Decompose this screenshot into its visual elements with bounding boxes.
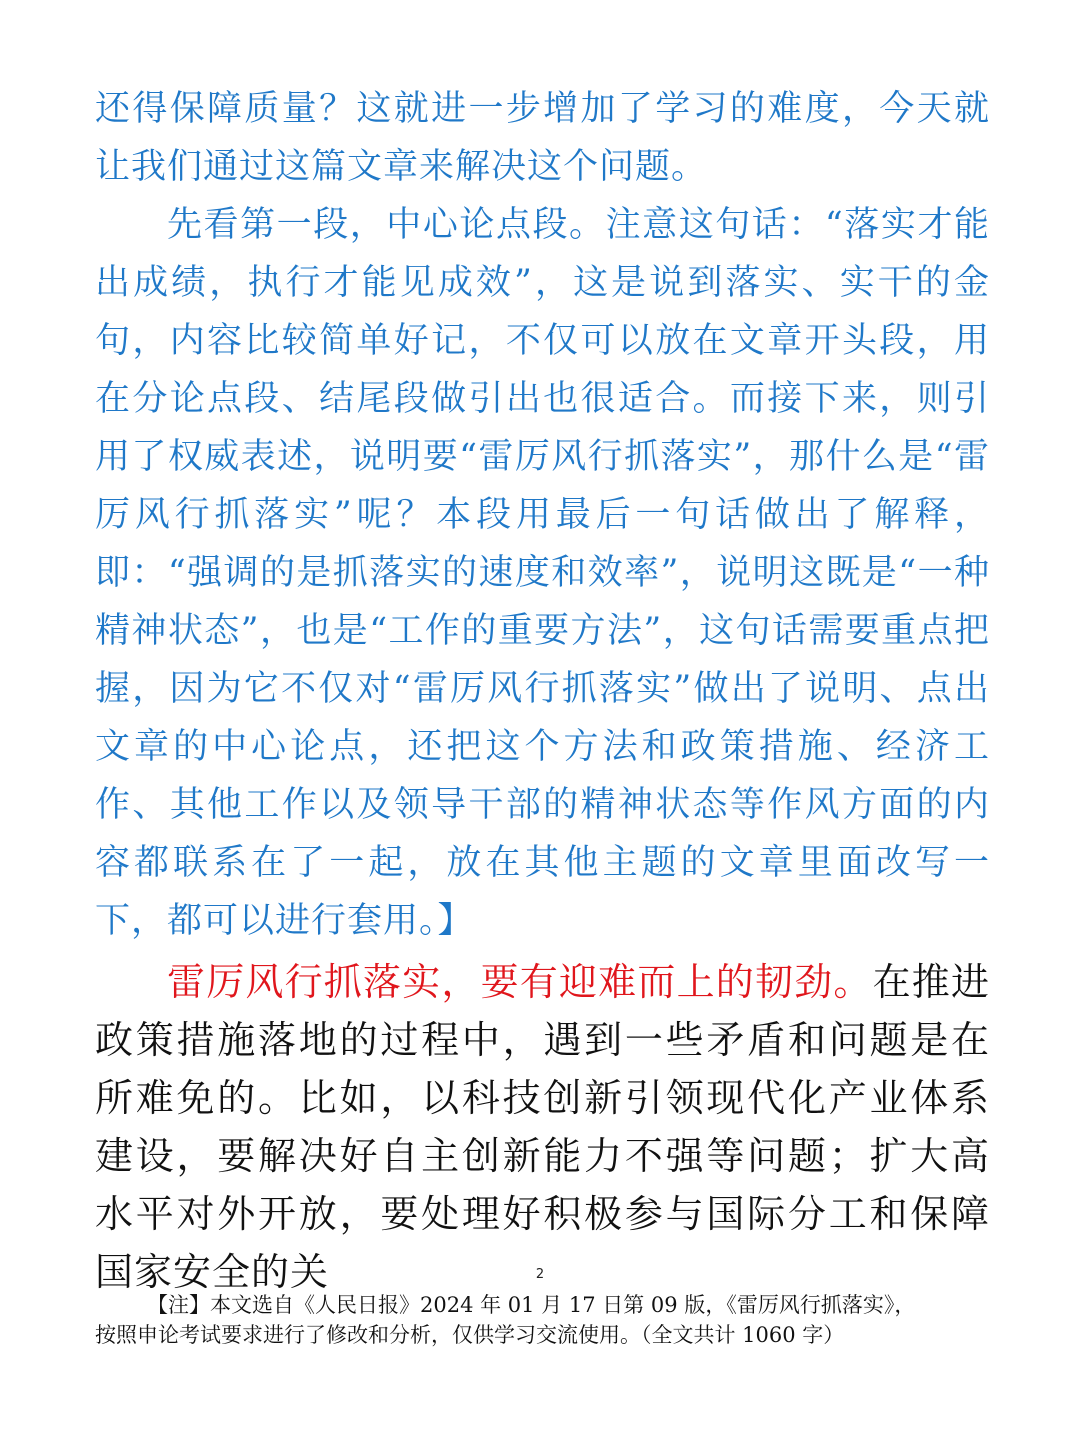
source-note-line-2: 按照申论考试要求进行了修改和分析，仅供学习交流使用。（全文共计 1060 字） (95, 1323, 845, 1347)
analysis-paragraph-first-section: 先看第一段，中心论点段。注意这句话：“落实才能出成绩，执行才能见成效”，这是说到落实、实干的金句，内容比较简单好记，不仅可以放在文章开头段，用在分论点段、结尾段做引出也很适合。而接下来，则引用了权威表述，说明要“雷厉风行抓落实”，那什么是“雷厉风行抓落实”呢？本段用最后一句话做出了解释，即：“强调的是抓落实的速度和效率”，说明这既是“一种精神状态”，也是“工作的重要方法”，这句话需要重点把握，因为它不仅对“雷厉风行抓落实”做出了说明、点出文章的中心论点，还把这个方法和政策措施、经济工作、其他工作以及领导干部的精神状态等作风方面的内容都联系在了一起，放在其他主题的文章里面改写一下，都可以进行套用。】 (95, 205, 990, 941)
paragraph-body-text: 在推进政策措施落地的过程中，遇到一些矛盾和问题是在所难免的。比如，以科技创新引领现代化产业体系建设，要解决好自主创新能力不强等问题；扩大高水平对外开放，要处理好积极参与国际分工和保障国家安全的关 (95, 960, 990, 1294)
paragraph-topic-sentence: 雷厉风行抓落实，要有迎难而上的韧劲。 (167, 960, 873, 1004)
page-number: 2 (535, 1267, 545, 1282)
analysis-paragraph-continued: 还得保障质量？这就进一步增加了学习的难度，今天就让我们通过这篇文章来解决这个问题。 (95, 89, 990, 187)
article-paragraph (95, 953, 990, 1301)
source-note (95, 1290, 995, 1350)
source-note-line-1: 【注】本文选自《人民日报》2024 年 01 月 17 日第 09 版，《雷厉风行抓落实》， (147, 1293, 916, 1317)
